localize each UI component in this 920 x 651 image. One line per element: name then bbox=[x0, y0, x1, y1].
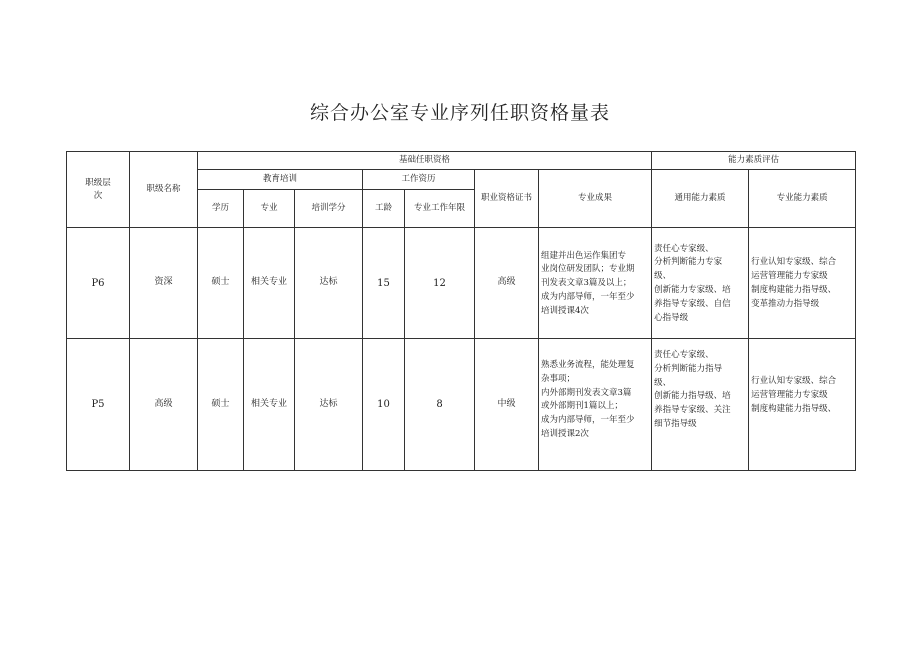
header-certificate: 职业资格证书 bbox=[475, 170, 539, 228]
cell-seniority: 10 bbox=[363, 339, 405, 471]
cell-professional-ability: 行业认知专家级、综合 运营管理能力专家级 制度构建能力指导级、 bbox=[749, 339, 856, 471]
header-seniority: 工龄 bbox=[363, 190, 405, 228]
header-name: 职级名称 bbox=[130, 152, 198, 228]
header-achievement: 专业成果 bbox=[539, 170, 652, 228]
cell-level: P6 bbox=[67, 228, 130, 339]
page-title: 综合办公室专业序列任职资格量表 bbox=[309, 102, 610, 124]
cell-general-ability: 责任心专家级、 分析判断能力指导 级、 创新能力指导级、培 养指导专家级、关注 细节指导级 bbox=[652, 339, 749, 471]
header-general-ability: 通用能力素质 bbox=[652, 170, 749, 228]
table-row bbox=[67, 339, 856, 471]
qualification-table bbox=[66, 151, 856, 471]
cell-years: 12 bbox=[405, 228, 475, 339]
cell-level: P5 bbox=[67, 339, 130, 471]
cell-name: 资深 bbox=[130, 228, 198, 339]
cell-certificate: 高级 bbox=[475, 228, 539, 339]
cell-major: 相关专业 bbox=[244, 339, 295, 471]
header-professional-ability: 专业能力素质 bbox=[749, 170, 856, 228]
header-major: 专业 bbox=[244, 190, 295, 228]
header-ability-assessment: 能力素质评估 bbox=[652, 152, 856, 170]
header-level: 职级层 次 bbox=[67, 152, 130, 228]
cell-credits: 达标 bbox=[295, 228, 363, 339]
header-degree: 学历 bbox=[198, 190, 244, 228]
cell-seniority: 15 bbox=[363, 228, 405, 339]
header-credits: 培训学分 bbox=[295, 190, 363, 228]
cell-achievement: 熟悉业务流程，能处理复 杂事项； 内外部期刊发表文章3篇 或外部期刊1篇以上； 成为内部导师，一年至少 培训授课2次 bbox=[539, 339, 652, 471]
cell-degree: 硕士 bbox=[198, 228, 244, 339]
cell-degree: 硕士 bbox=[198, 339, 244, 471]
cell-name: 高级 bbox=[130, 339, 198, 471]
cell-certificate: 中级 bbox=[475, 339, 539, 471]
header-years: 专业工作年限 bbox=[405, 190, 475, 228]
cell-professional-ability: 行业认知专家级、综合 运营管理能力专家级 制度构建能力指导级、 变革推动力指导级 bbox=[749, 228, 856, 339]
table-row bbox=[67, 228, 856, 339]
cell-achievement: 组建并出色运作集团专 业岗位研发团队；专业期 刊发表文章3篇及以上； 成为内部导师，一年至少 培训授课4次 bbox=[539, 228, 652, 339]
cell-years: 8 bbox=[405, 339, 475, 471]
cell-major: 相关专业 bbox=[244, 228, 295, 339]
cell-credits: 达标 bbox=[295, 339, 363, 471]
header-basic-qualification: 基础任职资格 bbox=[198, 152, 652, 170]
cell-general-ability: 责任心专家级、 分析判断能力专家 级、 创新能力专家级、培 养指导专家级、自信 心指导级 bbox=[652, 228, 749, 339]
header-work-history: 工作资历 bbox=[363, 170, 475, 190]
header-education: 教育培训 bbox=[198, 170, 363, 190]
